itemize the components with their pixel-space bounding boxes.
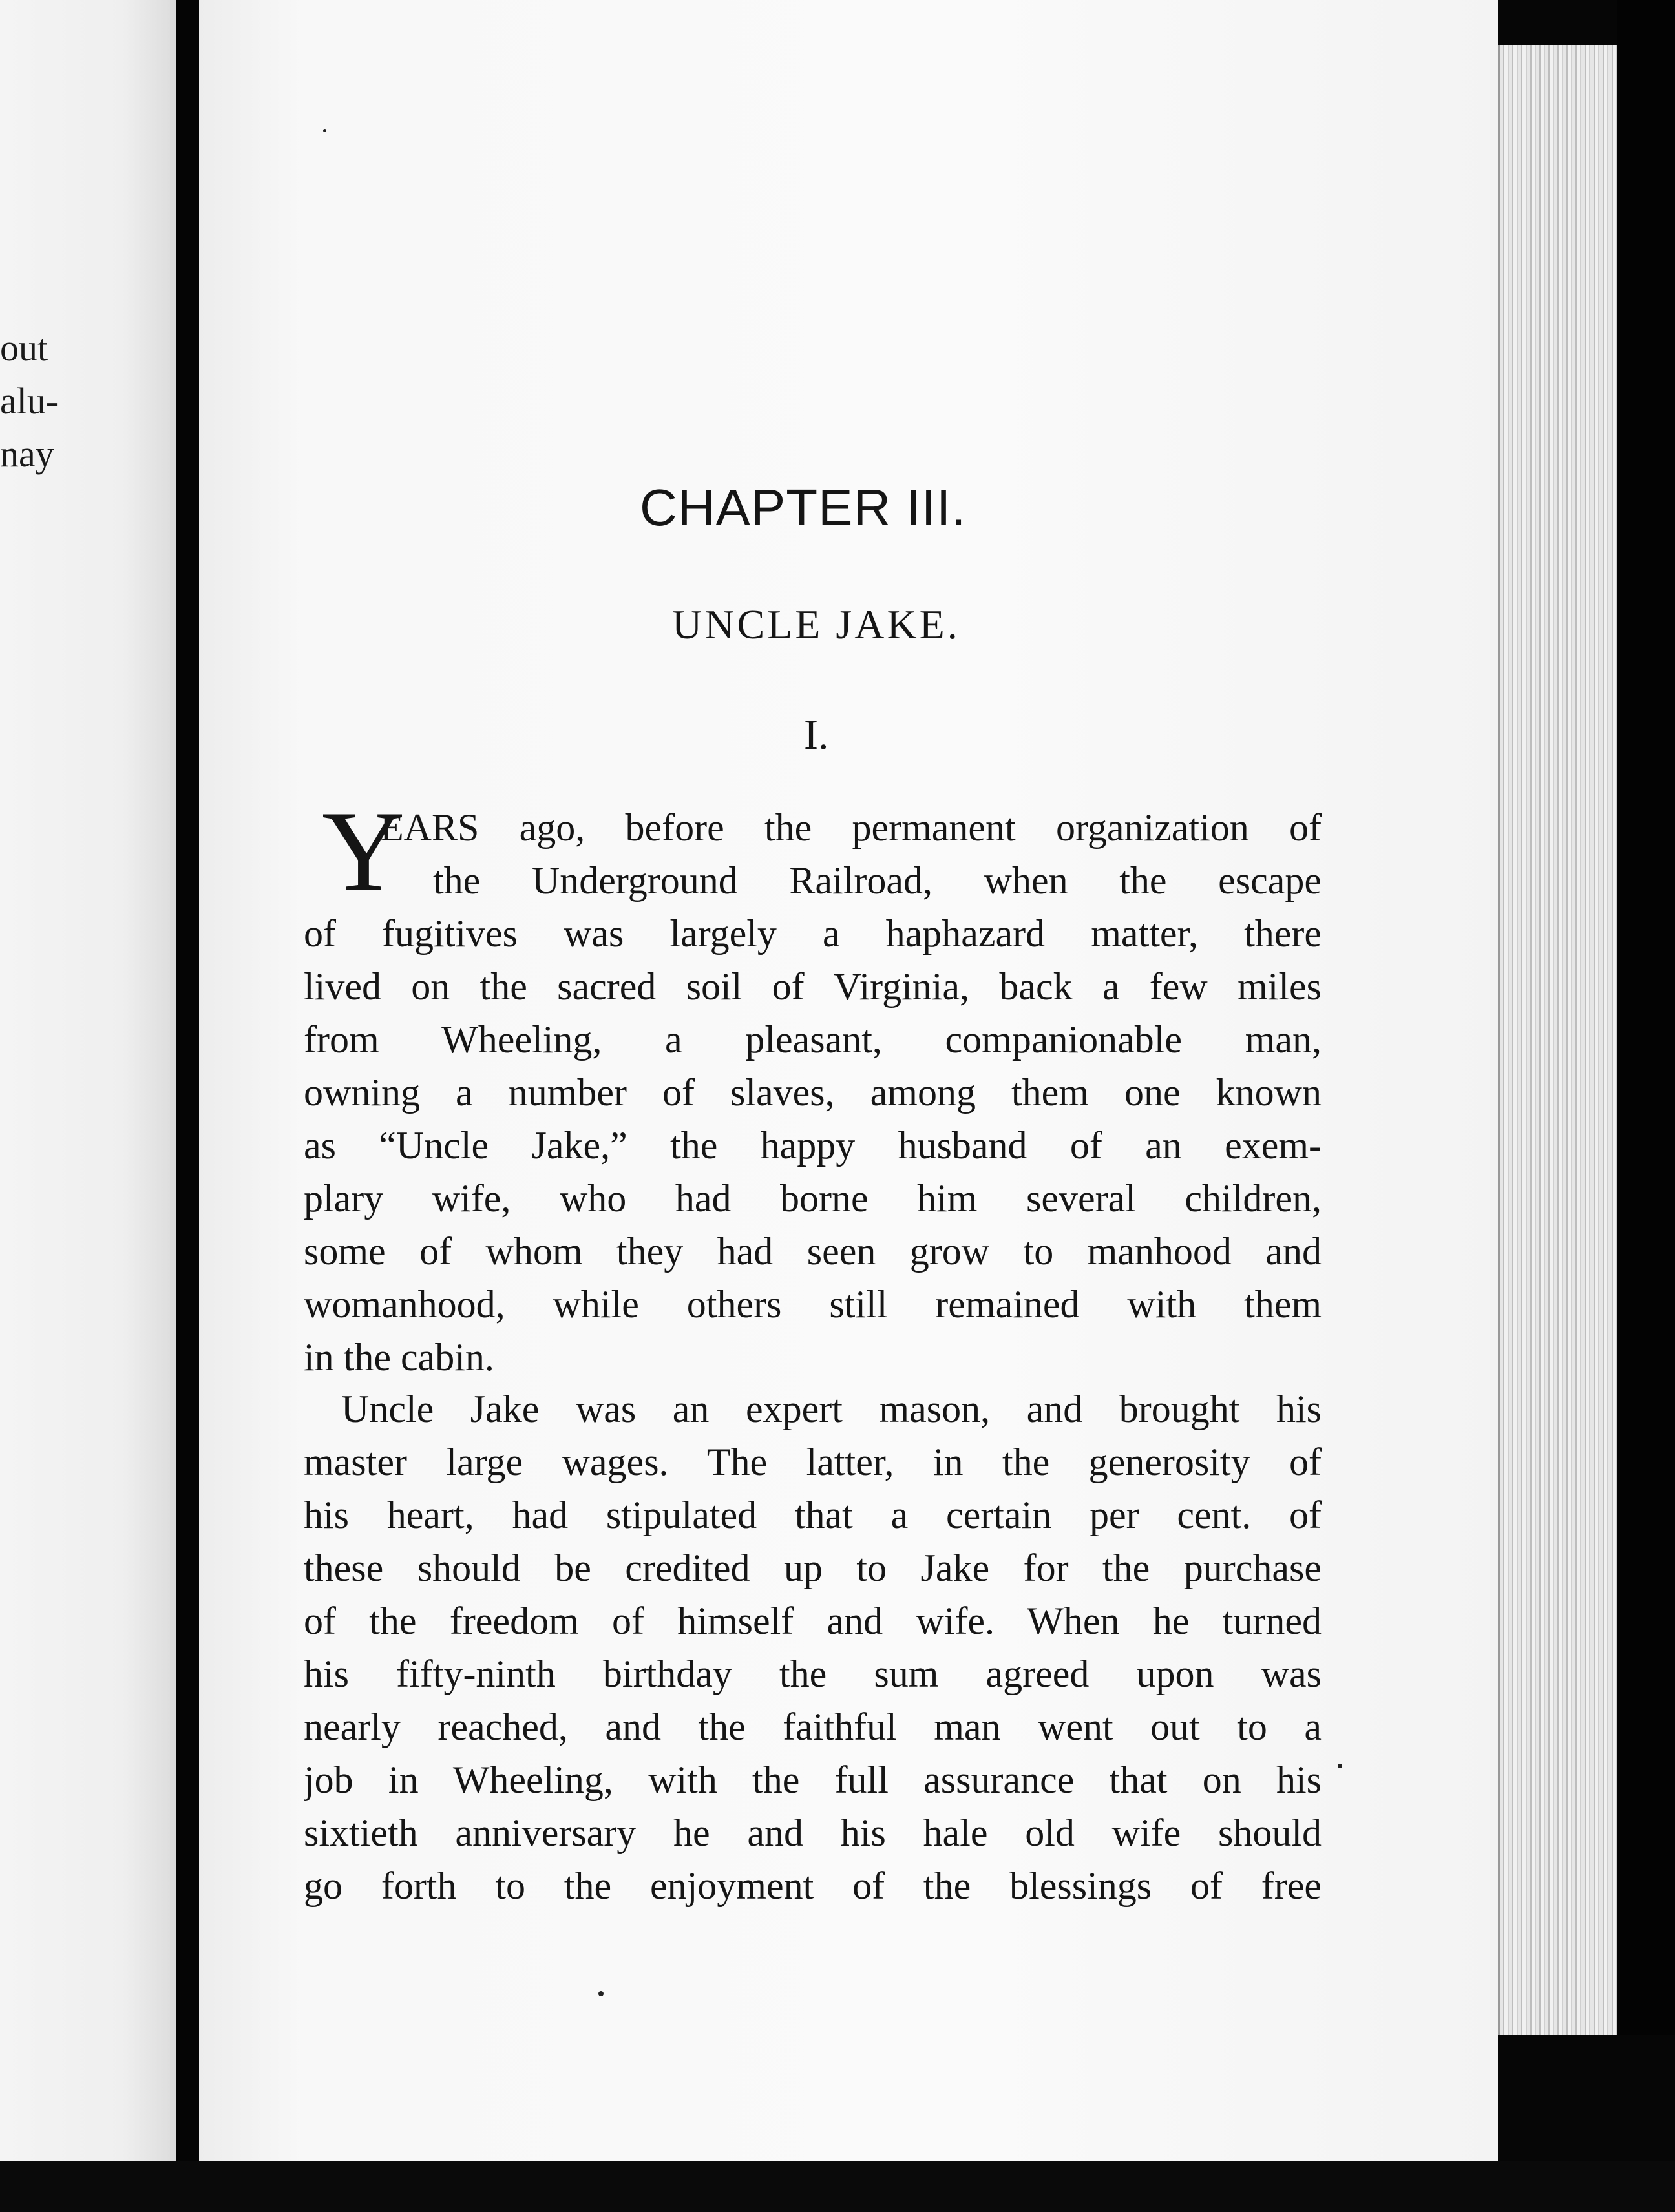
scan-speck [1338, 1764, 1342, 1768]
facing-page-text-fragment: nay [0, 433, 54, 475]
facing-page-text-fragment: out [0, 327, 48, 369]
text-line: job in Wheeling, with the full assurance that on his [304, 1758, 1322, 1801]
text-line: go forth to the enjoyment of the blessings of free [304, 1864, 1322, 1907]
text-line: nearly reached, and the faithful man went out to a [304, 1706, 1322, 1748]
text-line: of fugitives was largely a haphazard matter, there [304, 912, 1322, 955]
chapter-subtitle: UNCLE JAKE. [672, 601, 960, 647]
text-line: his fifty-ninth birthday the sum agreed upon was [304, 1653, 1322, 1695]
text-line: lived on the sacred soil of Virginia, back a few miles [304, 965, 1322, 1008]
scan-speck [323, 129, 326, 132]
scan-background-right [1617, 0, 1675, 2212]
text-line: the Underground Railroad, when the escape [433, 859, 1322, 902]
text-line: from Wheeling, a pleasant, companionable man, [304, 1018, 1322, 1061]
text-line: owning a number of slaves, among them one known [304, 1071, 1322, 1114]
text-line: sixtieth anniversary he and his hale old wife should [304, 1811, 1322, 1854]
paragraph-2 [304, 1382, 1322, 1912]
book-gutter [176, 0, 199, 2212]
paragraph-1 [304, 801, 1322, 1384]
scan-background-bottom [0, 2161, 1675, 2212]
scan-speck [598, 1991, 604, 1996]
text-line: these should be credited up to Jake for the purchase [304, 1547, 1322, 1589]
text-line: Uncle Jake was an expert mason, and brought his [341, 1388, 1322, 1430]
text-line: his heart, had stipulated that a certain per cent. of [304, 1494, 1322, 1536]
section-number: I. [804, 711, 829, 758]
text-line: as “Uncle Jake,” the happy husband of an exem- [304, 1124, 1322, 1167]
text-line: some of whom they had seen grow to manhood and [304, 1230, 1322, 1273]
page-edges [1498, 45, 1624, 2035]
text-line: plary wife, who had borne him several children, [304, 1177, 1322, 1220]
facing-page-text-fragment: alu- [0, 380, 59, 422]
text-line: of the freedom of himself and wife. When he turned [304, 1600, 1322, 1642]
text-line: womanhood, while others still remained with them [304, 1283, 1322, 1326]
text-line: master large wages. The latter, in the generosity of [304, 1441, 1322, 1483]
chapter-title: CHAPTER III. [640, 479, 967, 536]
drop-cap: Y [322, 787, 405, 915]
text-line: in the cabin. [304, 1336, 494, 1379]
text-line: EARS ago, before the permanent organization of [380, 806, 1322, 849]
